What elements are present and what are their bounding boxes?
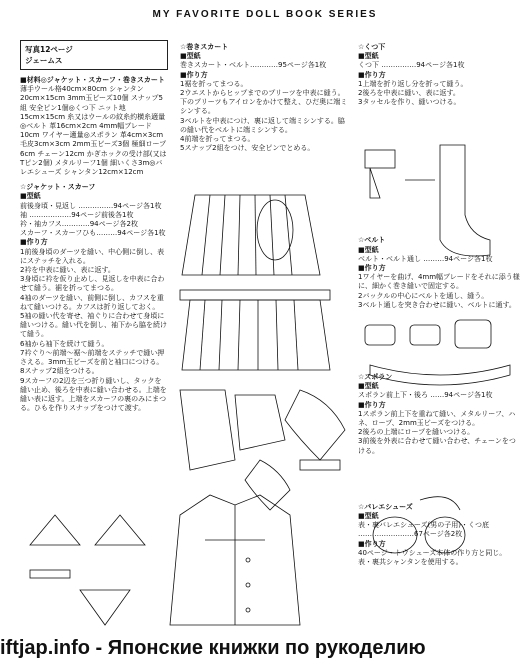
step: 9スカーフの2辺を三つ折り縫いし、タックを縫い止め、後ろを中表に縫い合わせる。上端を縫い表に返す。上端をスカーフの裏のみにまつる。ひもを作りスナップをつけて渡す。	[20, 376, 167, 413]
jacket-pattern-diagram	[180, 390, 345, 510]
step: 1前後身頃のダーツを縫い、中心側に倒し、表にステッチを入れる。	[20, 247, 165, 265]
jacket-front-diagram	[170, 495, 300, 625]
pattern-line: 袖 ………………94ページ前後各1枚	[20, 210, 134, 219]
belt-howto-heading: ■ 作り方	[358, 264, 520, 273]
step: 1ワイヤーを曲げ、4mm幅ブレードをそれに添う様に、細かく巻き縫いで固定する。	[358, 273, 520, 291]
step: 4前端を折ってまつる。	[180, 135, 255, 144]
step: 40ページ・トウシューズ本体の作り方と同じ。表・裏共シャンタンを使用する。	[358, 548, 507, 567]
step: 2後ろを中表に縫い、表に返す。	[358, 89, 460, 98]
step: 3ベルト通しを突き合わせに縫い、ベルトに通す。	[358, 300, 516, 309]
socks-title: ☆くつ下	[358, 43, 386, 51]
series-header: MY FAVORITE DOLL BOOK SERIES	[152, 9, 378, 20]
watermark-text: iftjap.info - Японские книжки по рукоделию	[0, 637, 426, 659]
socks-pattern-heading: ■ 型紙	[358, 52, 520, 61]
skirt-howto-heading: ■ 作り方	[180, 71, 350, 80]
belt-title: ☆ベルト	[358, 236, 386, 245]
skirt-diagram	[180, 195, 330, 370]
skirt-title: ☆巻きスカート	[180, 43, 229, 51]
pattern-line: スカーフ・スカーフひも………94ページ各1枚	[20, 229, 166, 238]
belt-diagram	[365, 320, 510, 385]
step: 6袖から袖下を続けて縫う。	[20, 339, 109, 348]
step: 3タッセルを作り、縫いつける。	[358, 98, 461, 107]
sock-diagram	[365, 145, 490, 256]
pattern-line: ……………………67ページ各2枚	[358, 530, 463, 539]
step: 5スナップ2組をつけ、安全ピンでとめる。	[180, 144, 315, 153]
step: 7衿ぐり〜前端〜裾〜前端をステッチで縫い押さえる。3mm玉ビーズを前と袖口につける。	[20, 348, 165, 367]
pattern-line: ベルト・ベルト通し ………94ページ各1枚	[358, 254, 493, 263]
step: 3ベルトを中表につけ、裏に返して端ミシンする。脇の縫い代をベルトに端ミシンする。	[180, 116, 345, 134]
step: 1裾を折ってまつる。	[180, 79, 248, 88]
sporran-pattern-heading: ■ 型紙	[358, 382, 520, 391]
step: 3前後を外表に合わせて縫い合わせ、チェーンをつける。	[358, 437, 516, 455]
ballet-howto-heading: ■ 作り方	[358, 540, 520, 549]
step: 1スポラン前上下を重ねて縫い、メタルリーフ、ハネ、ロープ、2mm玉ビーズをつける。	[358, 409, 516, 428]
materials-body: 薄手ウール格40cm×80cm シャンタン20cm×15cm 3mm玉ビーズ10個 スナップ5組 安全ピン1個◎くつ下 ニット地15cm×15cm 糸又はウールの紋糸約横糸適量◎ベルト 革16cm×2cm 4mm幅ブレード10cm ワイヤー適量◎スポラン 革4cm×3cm 毛皮3cm×3cm 2mm玉ビーズ3個 極細ロープ6cm チェーン12cm かぎホックの受け部(又はTピン2個) メタルリーフ1個 細いくさ3m◎バレエシューズ シャンタン12cm×12cm	[20, 85, 167, 177]
pattern-line: 衿・袖カフス…………94ページ各2枚	[20, 220, 138, 229]
step: 5袖の縫い代を寄せ、袖ぐりに合わせて身頃に縫いつける。縫い代を倒し、袖下から脇を続けて縫う。	[20, 312, 167, 339]
jacket-title: ☆ジャケット・スカーフ	[20, 183, 96, 192]
step: 4袖のダーツを縫い、前側に倒し、カフスを重ねて縫いつける。カフスは折り返しておく。	[20, 293, 164, 311]
skirt-pattern-heading: ■ 型紙	[180, 52, 350, 61]
ballet-pattern-heading: ■ 型紙	[358, 512, 520, 521]
pattern-line: 前後身頃・見返し ……………94ページ各1枚	[20, 201, 162, 210]
pattern-line: スポラン前上下・後ろ ……94ページ各1枚	[358, 391, 493, 400]
doll-name: ジェームス	[25, 56, 63, 65]
step: 3身頃に衿を仮り止めし、見返しを中表に合わせて縫う。裾を折ってまつる。	[20, 275, 165, 293]
jacket-pattern-heading: ■ 型紙	[20, 192, 168, 201]
sporran-title: ☆スポラン	[358, 373, 393, 382]
jacket-howto-heading: ■ 作り方	[20, 238, 168, 247]
sporran-diagram	[373, 497, 465, 553]
pattern-line: 巻きスカート・ベルト…………95ページ各1枚	[180, 61, 327, 70]
materials-heading: ■材料◎ジャケット・スカーフ・巻きスカート	[20, 76, 165, 84]
socks-howto-heading: ■ 作り方	[358, 71, 520, 80]
step: 2後ろの上端にロープを縫いつける。	[358, 428, 475, 437]
step: 2ウエストからヒップまでのプリーツを中表に縫う。下のプリーツもアイロンをかけて整え、ひだ奥に端ミシンする。	[180, 89, 348, 116]
ballet-title: ☆バレエシューズ	[358, 502, 413, 511]
watermark	[0, 636, 530, 664]
step: 2衿を中表に縫い、表に返す。	[20, 266, 115, 275]
step: 8スナップ2組をつける。	[20, 367, 99, 376]
belt-pattern-heading: ■ 型紙	[358, 246, 520, 255]
step: 1上端を折り返し分を折って縫う。	[358, 79, 468, 88]
step: 2バックルの中心にベルトを通し、縫う。	[358, 291, 489, 300]
pattern-line: くつ下 ……………94ページ各1枚	[358, 61, 465, 70]
pattern-line: 表・裏バレエシューズ(男の子用)・くつ底	[358, 521, 489, 530]
scarf-diagram	[30, 515, 145, 625]
sporran-howto-heading: ■ 作り方	[358, 401, 520, 410]
photo-ref: 写真12ページ	[25, 45, 73, 54]
